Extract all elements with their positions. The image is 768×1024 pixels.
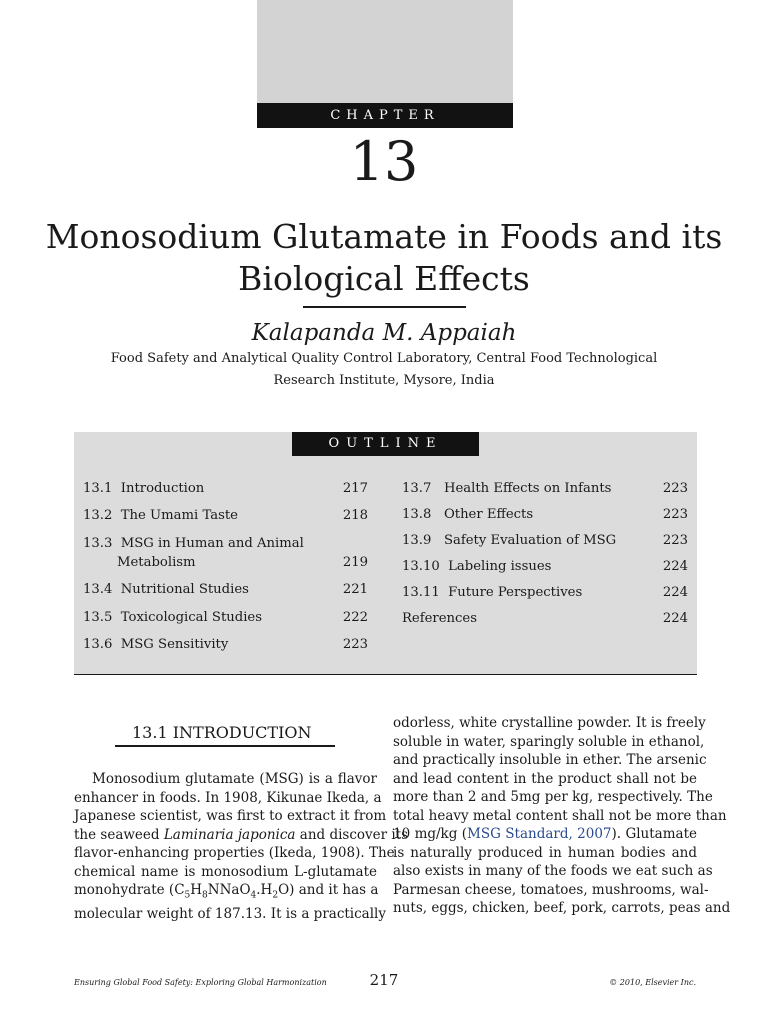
text-line: Monosodium glutamate (MSG) is a flavor [92, 771, 377, 787]
outline-entry-title: Safety Evaluation of MSG [443, 533, 617, 548]
chapter-number: 13 [349, 130, 419, 193]
outline-entry-13-2[interactable] [83, 506, 238, 525]
title-rule [303, 306, 466, 308]
outline-entry-page: 221 [342, 582, 368, 597]
outline-entry-page: 217 [342, 481, 368, 496]
outline-entry-number: 13.10 [402, 559, 440, 574]
outline-entry-title: References [402, 611, 477, 626]
text-line: molecular weight of 187.13. It is a practically [74, 906, 386, 923]
outline-entry-page: 224 [662, 559, 688, 574]
footer-copyright: © 2010, Elsevier Inc. [609, 978, 696, 987]
text-line: enhancer in foods. In 1908, Kikunae Ikeda, a [74, 789, 382, 806]
outline-entry-page: 224 [662, 611, 688, 626]
outline-entry-page: 223 [342, 637, 368, 652]
footer-page-number: 217 [369, 971, 399, 989]
outline-entry-number: 13.3 [83, 536, 113, 551]
outline-entry-13-5[interactable] [83, 608, 262, 627]
outline-entry-page: 223 [662, 533, 688, 548]
outline-label: OUTLINE [292, 432, 479, 456]
text-line: also exists in many of the foods we eat such as [393, 863, 713, 879]
outline-entry-references[interactable] [402, 609, 477, 628]
text-line: total heavy metal content shall not be more than [393, 807, 727, 824]
outline-entry-number: 13.5 [83, 610, 113, 625]
species-name: Laminaria japonica [163, 826, 296, 843]
text-line: and practically insoluble in ether. The arsenic [393, 752, 707, 768]
citation-link[interactable]: MSG Standard, 2007 [467, 826, 612, 842]
outline-entry-title: MSG Sensitivity [120, 637, 229, 652]
outline-entry-title: Other Effects [443, 507, 534, 522]
outline-entry-number: 13.11 [402, 585, 440, 600]
outline-entry-title: The Umami Taste [120, 508, 238, 523]
text-line: is naturally produced in human bodies and [393, 844, 697, 861]
outline-entry-13-9[interactable] [402, 531, 616, 550]
text-line: 10 mg/kg (MSG Standard, 2007). Glutamate [393, 826, 697, 842]
outline-entry-number: 13.7 [402, 481, 432, 496]
outline-entry-page: 224 [662, 585, 688, 600]
outline-entry-13-3[interactable] [83, 534, 304, 572]
outline-entry-number: 13.9 [402, 533, 432, 548]
author-affiliation [110, 348, 658, 392]
body-text-right-column [393, 714, 731, 918]
text-line: Japanese scientist, was first to extract it from [74, 808, 387, 824]
outline-entry-page: 219 [342, 555, 368, 570]
outline-entry-title: Introduction [120, 481, 205, 496]
outline-entry-page: 222 [342, 610, 368, 625]
chapter-label: CHAPTER [257, 103, 513, 128]
section-heading-rule [115, 745, 335, 747]
section-heading: 13.1 INTRODUCTION [132, 723, 312, 742]
text-line: soluble in water, sparingly soluble in ethanol, [393, 733, 705, 750]
outline-entry-title: MSG in Human and Animal [120, 536, 304, 551]
outline-entry-page: 223 [662, 507, 688, 522]
chapter-header-gray-block [257, 0, 513, 103]
footer-book-title: Ensuring Global Food Safety: Exploring Global Harmonization [74, 978, 327, 987]
text-line: nuts, eggs, chicken, beef, pork, carrots, peas and [393, 900, 731, 916]
outline-entry-number: 13.2 [83, 508, 113, 523]
outline-entry-13-1[interactable] [83, 479, 204, 498]
outline-entry-title: Labeling issues [448, 559, 552, 574]
outline-entry-number: 13.8 [402, 507, 432, 522]
affiliation-line-2: Research Institute, Mysore, India [273, 373, 495, 388]
outline-entry-13-11[interactable] [402, 583, 582, 602]
outline-entry-number: 13.1 [83, 481, 113, 496]
chapter-title-line-2: Biological Effects [238, 259, 530, 298]
outline-entry-title: Health Effects on Infants [443, 481, 612, 496]
affiliation-line-1: Food Safety and Analytical Quality Control Laboratory, Central Food Technological [110, 351, 658, 366]
text-line: the seaweed Laminaria japonica and discover its [74, 826, 409, 843]
outline-entry-number: 13.4 [83, 582, 113, 597]
text-line: flavor-enhancing properties (Ikeda, 1908). The [74, 845, 395, 861]
outline-entry-13-7[interactable] [402, 479, 611, 498]
chapter-title [40, 216, 728, 300]
outline-entry-13-10[interactable] [402, 557, 551, 576]
text-line: Parmesan cheese, tomatoes, mushrooms, wal- [393, 881, 709, 898]
author-name: Kalapanda M. Appaiah [251, 320, 517, 346]
outline-entry-13-4[interactable] [83, 580, 249, 599]
body-text-left-column [74, 770, 409, 924]
outline-entry-number: 13.6 [83, 637, 113, 652]
text-line: odorless, white crystalline powder. It is freely [393, 715, 706, 731]
outline-entry-13-8[interactable] [402, 505, 533, 524]
outline-entry-page: 223 [662, 481, 688, 496]
outline-entry-title: Toxicological Studies [120, 610, 262, 625]
outline-entry-title: Future Perspectives [448, 585, 583, 600]
outline-entry-title-continued: Metabolism [117, 555, 196, 570]
outline-entry-title: Nutritional Studies [120, 582, 249, 597]
text-line: chemical name is monosodium L-glutamate [74, 863, 377, 880]
outline-entry-13-6[interactable] [83, 635, 228, 654]
text-line: and lead content in the product shall not be [393, 770, 697, 787]
chapter-title-line-1: Monosodium Glutamate in Foods and its [45, 217, 723, 256]
text-line: more than 2 and 5mg per kg, respectively. The [393, 789, 713, 805]
outline-entry-page: 218 [342, 508, 368, 523]
text-line: monohydrate $(C_5H_8NNaO_4.H_2O)$ and it has a [74, 882, 379, 901]
